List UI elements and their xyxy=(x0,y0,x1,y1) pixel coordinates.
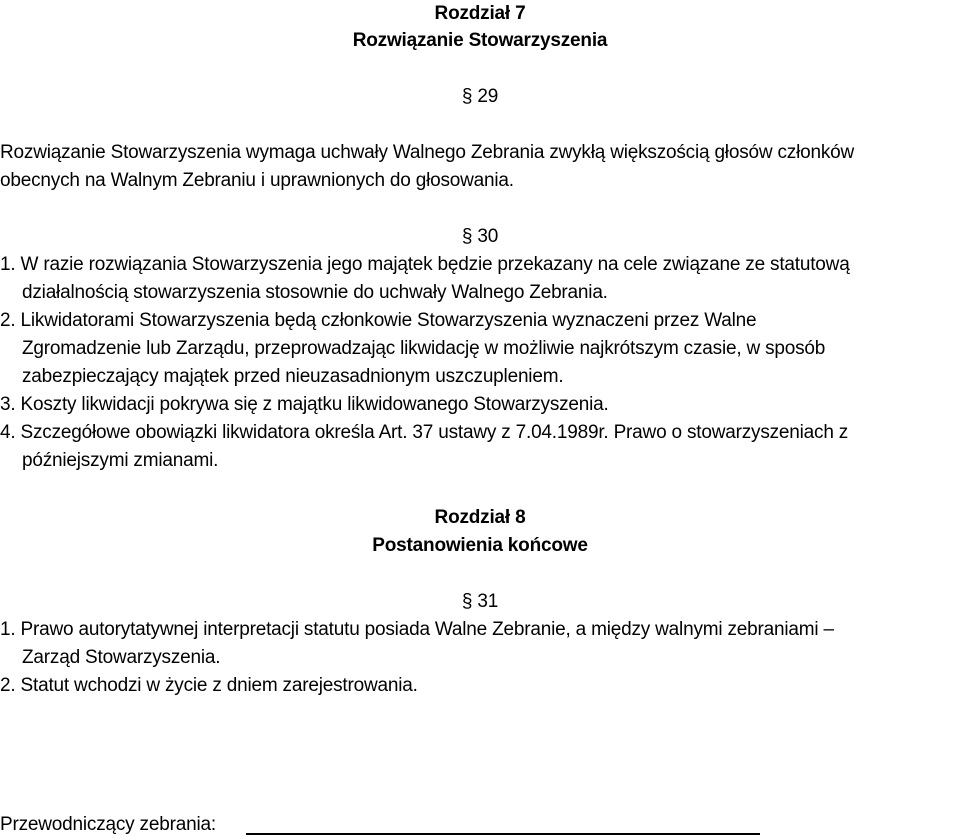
section-29-line-2: obecnych na Walnym Zebraniu i uprawnionych do głosowania. xyxy=(0,170,514,191)
section-30-line-1: 1. W razie rozwiązania Stowarzyszenia jego majątek będzie przekazany na cele związane ze statutową xyxy=(0,254,850,275)
section-29-number: § 29 xyxy=(461,86,499,107)
section-30-line-4: Zgromadzenie lub Zarządu, przeprowadzając likwidację w możliwie najkrótszym czasie, w sposób xyxy=(22,338,826,359)
chapter-7-title: Rozdział 7 xyxy=(434,3,526,24)
signature-line xyxy=(246,833,760,835)
section-30-line-2: działalnością stowarzyszenia stosownie do uchwały Walnego Zebrania. xyxy=(22,282,608,303)
section-30-line-8: późniejszymi zmianami. xyxy=(22,450,219,471)
section-30-number: § 30 xyxy=(461,226,499,247)
section-31-number: § 31 xyxy=(461,591,499,612)
section-31-line-2: Zarząd Stowarzyszenia. xyxy=(22,647,221,668)
section-30-line-6: 3. Koszty likwidacji pokrywa się z majątku likwidowanego Stowarzyszenia. xyxy=(0,394,609,415)
chapter-7-subtitle: Rozwiązanie Stowarzyszenia xyxy=(352,30,608,51)
section-30-line-7: 4. Szczegółowe obowiązki likwidatora określa Art. 37 ustawy z 7.04.1989r. Prawo o stowarzyszeniach z xyxy=(0,422,849,443)
section-30-line-3: 2. Likwidatorami Stowarzyszenia będą członkowie Stowarzyszenia wyznaczeni przez Walne xyxy=(0,310,757,331)
section-31-line-1: 1. Prawo autorytatywnej interpretacji statutu posiada Walne Zebranie, a między walnymi zebraniami – xyxy=(0,619,834,640)
section-31-line-3: 2. Statut wchodzi w życie z dniem zarejestrowania. xyxy=(0,675,418,696)
section-29-line-1: Rozwiązanie Stowarzyszenia wymaga uchwały Walnego Zebrania zwykłą większością głosów członków xyxy=(0,142,855,163)
signature-label: Przewodniczący zebrania: xyxy=(0,814,216,835)
chapter-8-subtitle: Postanowienia końcowe xyxy=(372,535,588,556)
chapter-8-title: Rozdział 8 xyxy=(434,507,526,528)
section-30-line-5: zabezpieczający majątek przed nieuzasadnionym uszczupleniem. xyxy=(22,366,564,387)
